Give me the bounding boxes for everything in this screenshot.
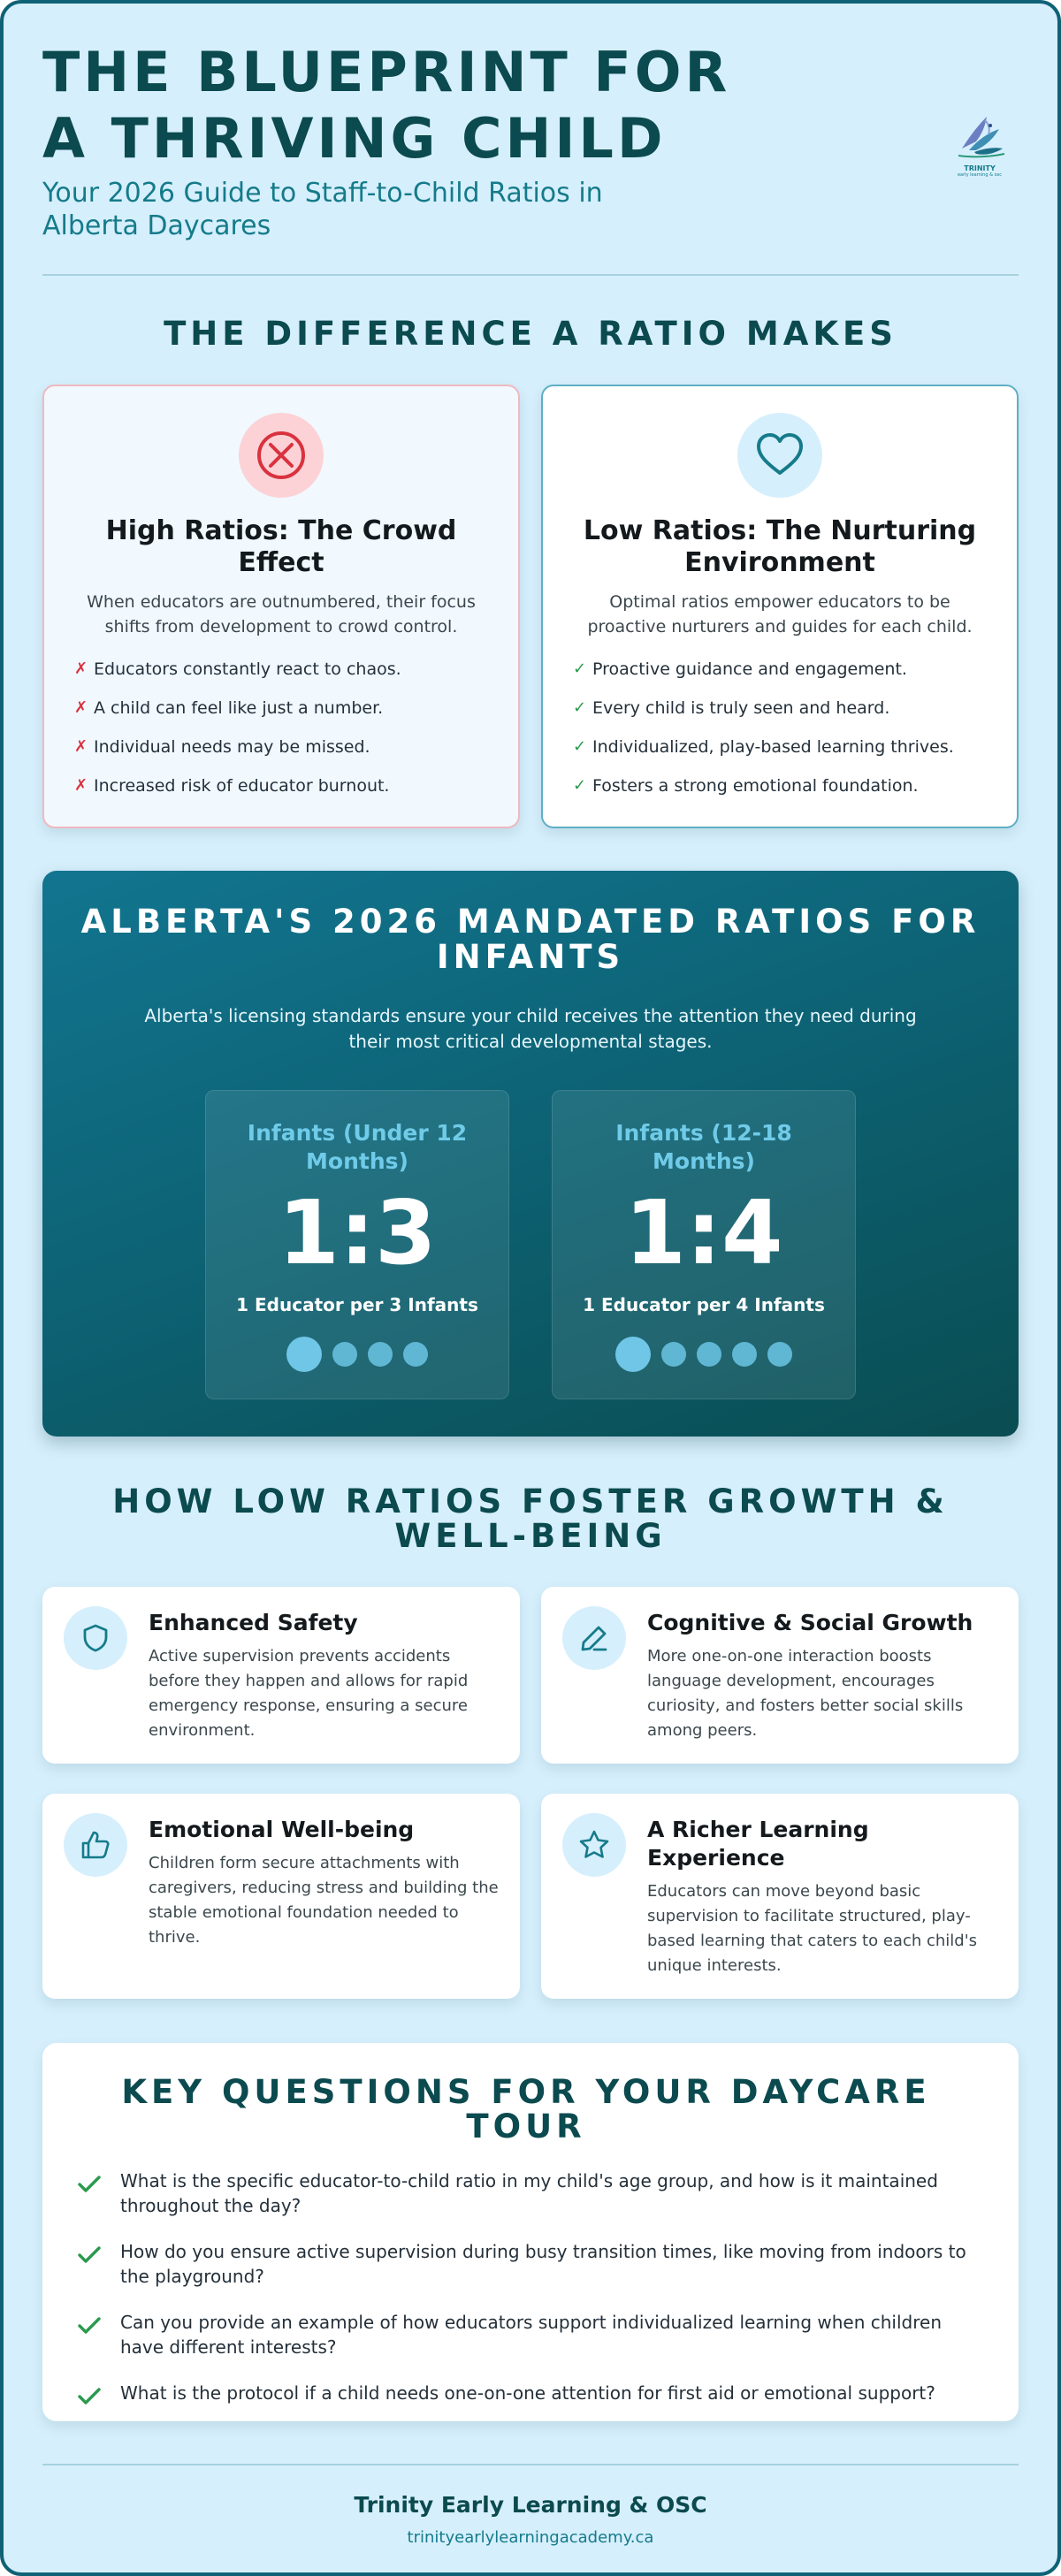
infant-dot (403, 1342, 428, 1367)
high-ratio-list (71, 659, 492, 796)
list-item-text: Proactive guidance and engagement. (592, 659, 907, 679)
question-text: What is the specific educator-to-child ratio in my child's age group, and how is it maintained throughout the day? (120, 2170, 938, 2216)
benefit-card-learning (541, 1794, 1019, 1999)
ratio-dots (206, 1337, 508, 1372)
ratios-description: Alberta's licensing standards ensure your child receives the attention they need during their most critical developmental stages. (144, 1005, 917, 1052)
question-text: How do you ensure active supervision during busy transition times, like moving from indoors to the playground? (120, 2241, 966, 2287)
question-item (78, 2310, 974, 2359)
educator-dot (615, 1337, 651, 1372)
list-item (71, 697, 492, 719)
benefit-card-emotional (42, 1794, 520, 1999)
main-title-line-1: THE BLUEPRINT FOR (42, 40, 731, 104)
check-mark-icon: ✓ (573, 698, 587, 717)
check-icon (78, 2168, 120, 2197)
benefit-text: Children form secure attachments with caregivers, reducing stress and building the stable emotional foundation needed to thrive. (149, 1854, 499, 1947)
benefit-title: A Richer Learning Experience (647, 1817, 869, 1871)
main-title-line-2: A THRIVING CHILD (42, 106, 667, 171)
x-mark-icon: ✗ (74, 698, 88, 717)
questions-list (78, 2168, 974, 2409)
question-item (78, 2381, 974, 2409)
difference-section-title: THE DIFFERENCE A RATIO MAKES (164, 315, 897, 353)
footer-website-link[interactable]: trinityearlylearningacademy.ca (407, 2528, 654, 2547)
question-text: What is the protocol if a child needs one-on-one attention for first aid or emotional support? (120, 2382, 935, 2404)
star-icon (562, 1813, 626, 1877)
list-item (569, 775, 990, 796)
benefit-text: Educators can move beyond basic supervision to facilitate structured, play-based learning that caters to each child's unique interests. (647, 1882, 978, 1975)
infant-dot (767, 1342, 792, 1367)
list-item-text: Individualized, play-based learning thrives. (592, 737, 954, 757)
shield-icon (64, 1606, 127, 1670)
benefit-text: Active supervision prevents accidents before they happen and allows for rapid emergency response, ensuring a secure environment. (149, 1647, 469, 1740)
question-item (78, 2168, 974, 2218)
thumbs-up-icon (64, 1813, 127, 1877)
x-mark-icon: ✗ (74, 737, 88, 756)
benefits-grid (42, 1587, 1019, 1999)
ratio-dots (553, 1337, 855, 1372)
list-item (71, 775, 492, 796)
check-icon (78, 2310, 120, 2338)
logo-wordmark: TRINITY (964, 164, 996, 172)
list-item (569, 736, 990, 758)
benefit-text: More one-on-one interaction boosts language development, encourages curiosity, and fosters better social skills among peers. (647, 1647, 964, 1740)
main-title (42, 39, 730, 171)
logo-tagline: early learning & osc (957, 172, 1003, 178)
low-ratio-list (569, 659, 990, 796)
mandated-ratios-panel (42, 871, 1019, 1437)
ratio-card-12-18 (552, 1090, 856, 1399)
list-item-text: Individual needs may be missed. (94, 737, 370, 757)
list-item-text: Increased risk of educator burnout. (94, 776, 390, 796)
benefit-title: Enhanced Safety (149, 1610, 358, 1635)
benefit-title: Cognitive & Social Growth (647, 1610, 973, 1635)
header (42, 4, 1019, 276)
list-item-text: A child can feel like just a number. (94, 698, 384, 718)
educator-dot (286, 1337, 322, 1372)
footer (42, 2464, 1019, 2547)
check-icon (78, 2381, 120, 2409)
infant-dot (368, 1342, 393, 1367)
questions-title: KEY QUESTIONS FOR YOUR DAYCARE TOUR (121, 2073, 931, 2145)
ratios-title: ALBERTA'S 2026 MANDATED RATIOS FOR INFANTS (80, 903, 981, 976)
check-mark-icon: ✓ (573, 659, 587, 678)
list-item (71, 659, 492, 680)
high-ratio-card (42, 385, 520, 828)
high-ratio-description: When educators are outnumbered, their focus shifts from development to crowd control. (87, 592, 476, 636)
low-ratio-description: Optimal ratios empower educators to be proactive nurturers and guides for each child. (587, 592, 973, 636)
infant-dot (332, 1342, 357, 1367)
low-ratio-title: Low Ratios: The Nurturing Environment (583, 515, 977, 578)
benefit-card-cognitive (541, 1587, 1019, 1764)
question-item (78, 2239, 974, 2289)
benefits-section-title: HOW LOW RATIOS FOSTER GROWTH & WELL-BEING (112, 1482, 949, 1555)
ratio-value: 1:3 (278, 1181, 437, 1284)
ratio-label: Infants (Under 12 Months) (247, 1120, 468, 1174)
x-mark-icon: ✗ (74, 659, 88, 678)
infant-dot (661, 1342, 686, 1367)
ratio-card-under-12 (205, 1090, 509, 1399)
subtitle: Your 2026 Guide to Staff-to-Child Ratios in Alberta Daycares (42, 178, 603, 241)
benefit-card-safety (42, 1587, 520, 1764)
check-icon (78, 2239, 120, 2267)
ratio-label: Infants (12-18 Months) (615, 1120, 792, 1174)
ratio-cards (42, 1090, 1019, 1399)
check-mark-icon: ✓ (573, 737, 587, 756)
infant-dot (697, 1342, 721, 1367)
high-ratio-title: High Ratios: The Crowd Effect (105, 515, 457, 578)
pencil-icon (562, 1606, 626, 1670)
trinity-logo (950, 108, 1010, 178)
ratio-caption: 1 Educator per 4 Infants (583, 1294, 825, 1315)
list-item (569, 697, 990, 719)
infant-dot (732, 1342, 757, 1367)
x-mark-icon: ✗ (74, 776, 88, 795)
list-item (71, 736, 492, 758)
footer-organization-name: Trinity Early Learning & OSC (354, 2492, 707, 2518)
check-mark-icon: ✓ (573, 776, 587, 795)
question-text: Can you provide an example of how educators support individualized learning when children have different interests? (120, 2312, 943, 2358)
heart-icon (737, 413, 822, 498)
x-circle-icon (239, 413, 324, 498)
list-item (569, 659, 990, 680)
ratio-comparison (42, 385, 1019, 828)
tour-questions (42, 2043, 1019, 2421)
list-item-text: Educators constantly react to chaos. (94, 659, 401, 679)
ratio-caption: 1 Educator per 3 Infants (236, 1294, 478, 1315)
ratio-value: 1:4 (624, 1181, 783, 1284)
low-ratio-card (541, 385, 1019, 828)
list-item-text: Fosters a strong emotional foundation. (592, 776, 919, 796)
list-item-text: Every child is truly seen and heard. (592, 698, 890, 718)
logo-bird-icon (950, 108, 1010, 161)
benefit-title: Emotional Well-being (149, 1817, 415, 1842)
